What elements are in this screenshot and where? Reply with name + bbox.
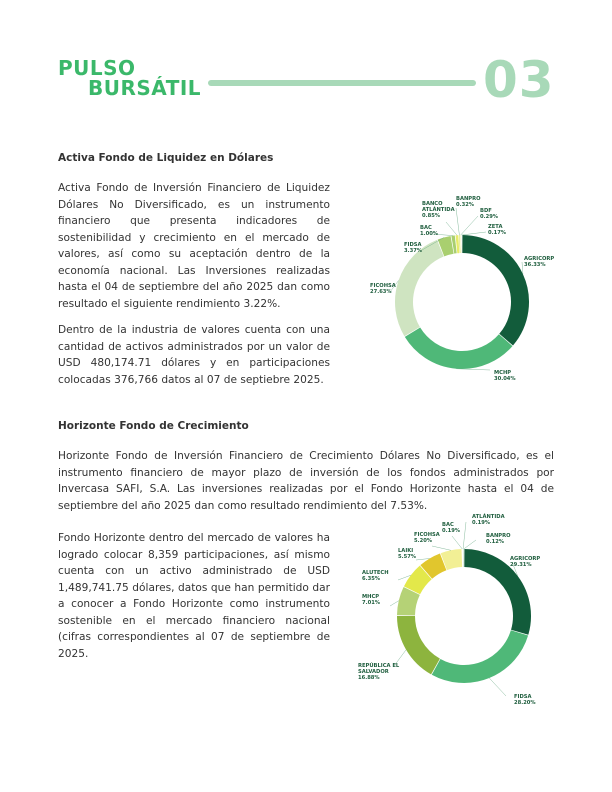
slice-mchp bbox=[412, 332, 505, 360]
label-banco-atlantida: ATLÁNTIDA bbox=[422, 207, 455, 213]
slice-fidsa bbox=[441, 245, 452, 248]
label-republica-el-salvador: REPÚBLICA EL bbox=[358, 663, 400, 669]
label-zeta: ZETA bbox=[488, 224, 503, 230]
value-bac: 1.00% bbox=[420, 231, 438, 237]
value-bac: 0.19% bbox=[442, 528, 460, 534]
value-zeta: 0.17% bbox=[488, 230, 506, 236]
section1-title: Activa Fondo de Liquidez en Dólares bbox=[58, 152, 274, 164]
label-bac: BAC bbox=[442, 522, 454, 528]
page-number: 03 bbox=[483, 51, 555, 109]
slice-alutech bbox=[412, 572, 426, 590]
slice-mhcp bbox=[406, 591, 412, 615]
slice-laiki bbox=[426, 562, 443, 572]
label-agricorp: AGRICORP bbox=[510, 556, 541, 562]
leader-line bbox=[390, 601, 399, 606]
label-ficohsa: FICOHSA bbox=[414, 532, 440, 538]
brand-logo bbox=[58, 58, 201, 98]
label-fidsa: FIDSA bbox=[514, 694, 532, 700]
value-agricorp: 29.31% bbox=[510, 562, 532, 568]
brand-line1: PULSO bbox=[58, 56, 136, 80]
value-mhcp: 7.01% bbox=[362, 600, 380, 606]
brand-line2: BURSÁTIL bbox=[88, 76, 202, 100]
value-banpro: 0.32% bbox=[456, 202, 474, 208]
leader-line bbox=[432, 546, 451, 550]
label-banpro: BANPRO bbox=[486, 533, 511, 539]
value-republica-el-salvador: 16.88% bbox=[358, 675, 380, 681]
section1-paragraph2: Dentro de la industria de valores cuenta con una cantidad de activos administrados por un valor de USD 480,174.71 dólares y en participaciones colocadas 376,766 datos al 07 de septiebre 2025. bbox=[58, 324, 330, 386]
header-rule bbox=[208, 80, 476, 86]
horizonte-donut-chart bbox=[338, 510, 568, 710]
leader-line bbox=[446, 222, 457, 235]
label-banpro: BANPRO bbox=[456, 196, 481, 202]
leader-line bbox=[456, 208, 459, 235]
label-mchp: MCHP bbox=[494, 370, 512, 376]
leader-line bbox=[461, 216, 478, 235]
section2-paragraph1: Horizonte Fondo de Inversión Financiero de Crecimiento Dólares No Diversificado, es el instrumento financiero de mayor plazo de inversión de los fondos administrados por Invercasa SAFI, S.A. Las inversiones realizadas por el Fondo Horizonte hasta el 04 de septiembre del año 2025 dan como resultado rendimiento del 7.53%. bbox=[58, 450, 554, 512]
section1-paragraph1: Activa Fondo de Inversión Financiero de Liquidez Dólares No Diversificado, es un instrumento financiero que presenta indicadores de sostenibilidad y crecimiento en el mercado de valores, así como su aceptación dentro de la economía nacional. Las Inversiones realizadas hasta el 04 de septiembre del año 2025 dan como resultado el siguiente rendimiento 3.22%. bbox=[58, 182, 330, 310]
slice-fidsa bbox=[436, 633, 519, 674]
section2-paragraph2: Fondo Horizonte dentro del mercado de valores ha logrado colocar 8,359 participaciones, así mismo cuenta con un activo administrado de USD 1,489,741.75 dólares, datos que han permitido dar a conocer a Fondo Horizonte como instrumento sostenible en el mercado financiero nacional (cifras correspondientes al 07 de septiembre de 2025. bbox=[58, 532, 330, 660]
leader-line bbox=[522, 262, 523, 274]
value-fidsa: 3.37% bbox=[404, 248, 422, 254]
activa-donut-chart bbox=[350, 188, 562, 388]
section2-title: Horizonte Fondo de Crecimiento bbox=[58, 420, 249, 432]
value-agricorp: 36.33% bbox=[524, 262, 546, 268]
label-republica-el-salvador: SALVADOR bbox=[358, 669, 389, 675]
value-mchp: 30.04% bbox=[494, 376, 516, 382]
label-agricorp: AGRICORP bbox=[524, 256, 555, 262]
leader-line bbox=[489, 678, 506, 696]
slice-agricorp bbox=[464, 558, 522, 632]
value-ficohsa: 5.20% bbox=[414, 538, 432, 544]
value-banpro: 0.12% bbox=[486, 539, 504, 545]
value-laiki: 5.57% bbox=[398, 554, 416, 560]
label-banco-atlantida: BANCO bbox=[422, 201, 443, 207]
slice-ficohsa bbox=[444, 558, 462, 562]
slice-republica-el-salvador bbox=[406, 616, 435, 667]
leader-line bbox=[452, 536, 462, 549]
value-alutech: 6.35% bbox=[362, 576, 380, 582]
leader-line bbox=[463, 522, 466, 549]
value-banco-atlantida: 0.85% bbox=[422, 213, 440, 219]
leader-line bbox=[462, 232, 486, 235]
label-atlantida: ATLÁNTIDA bbox=[472, 514, 505, 520]
value-atlantida: 0.19% bbox=[472, 520, 490, 526]
value-bdf: 0.29% bbox=[480, 214, 498, 220]
label-bac: BAC bbox=[420, 225, 432, 231]
value-ficohsa: 27.63% bbox=[370, 289, 392, 295]
label-mhcp: MHCP bbox=[362, 594, 380, 600]
label-laiki: LAIKI bbox=[398, 548, 414, 554]
slice-ficohsa bbox=[404, 248, 440, 331]
label-bdf: BDF bbox=[480, 208, 492, 214]
label-alutech: ALUTECH bbox=[362, 570, 389, 576]
leader-line bbox=[456, 369, 490, 370]
label-fidsa: FIDSA bbox=[404, 242, 422, 248]
label-ficohsa: FICOHSA bbox=[370, 283, 396, 289]
value-fidsa: 28.20% bbox=[514, 700, 536, 706]
slice-agricorp bbox=[462, 244, 520, 340]
leader-line bbox=[464, 540, 476, 549]
